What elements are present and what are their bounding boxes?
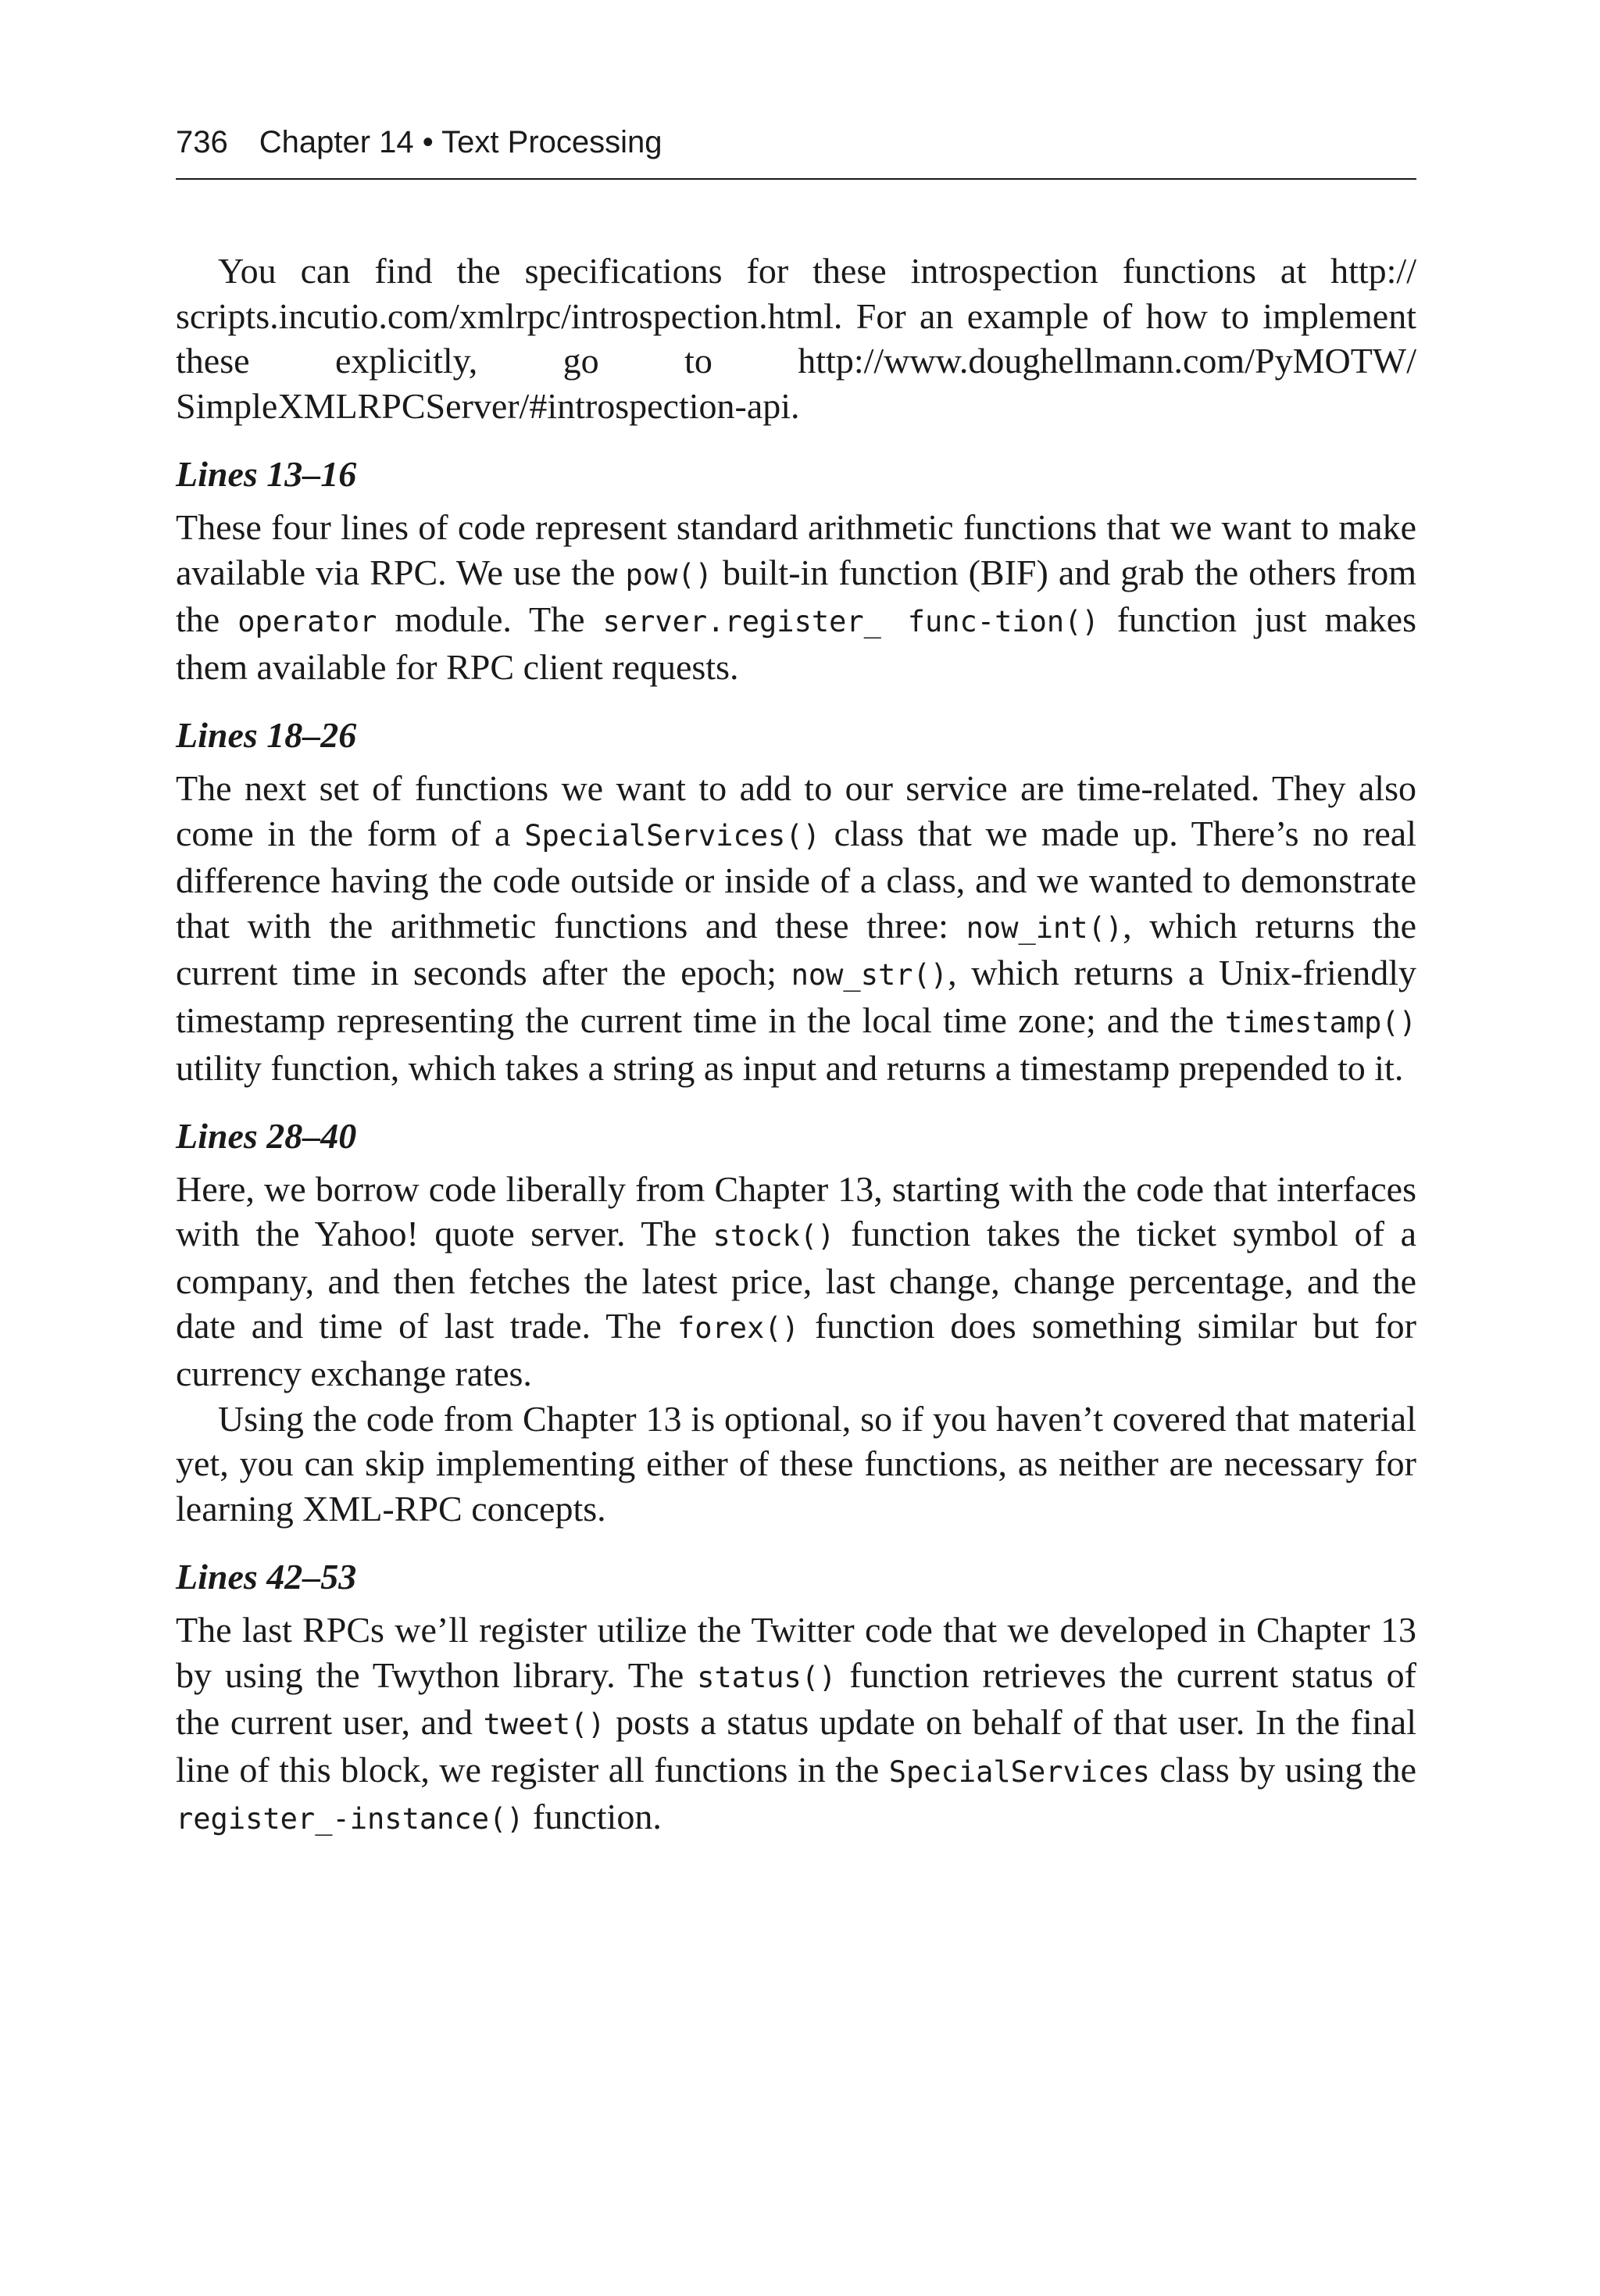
code-now-str: now_str() — [791, 958, 948, 992]
code-tweet: tweet() — [483, 1708, 605, 1742]
code-register-instance: register_-instance() — [176, 1802, 524, 1836]
text: class that we made up. There’s no real difference having the code outside or inside of a class, and we wanted to demonstrate that with the arithmetic functions and these three: — [176, 813, 1416, 946]
text: Using the code from Chapter 13 is optional, so if you haven’t covered that material yet, you can skip implementing either of these functions, as neither are necessary for learning XML-RPC concepts. — [176, 1398, 1416, 1529]
text: module. The — [377, 599, 603, 640]
code-special-services-class: SpecialServices — [888, 1754, 1150, 1789]
text: function does something similar but for currency exchange rates. — [176, 1306, 1416, 1394]
code-now-int: now_int() — [966, 910, 1123, 945]
section-heading-lines-13-16: Lines 13–16 — [176, 454, 357, 495]
text: The next set of functions we want to add to our service are time-related. They also come in the form of a — [176, 767, 1416, 853]
page-number: 736 — [176, 125, 228, 159]
text: Here, we borrow code liberally from Chapter 13, starting with the code that interfaces with the Yahoo! quote server. The — [176, 1168, 1416, 1254]
code-status: status() — [697, 1660, 837, 1694]
code-special-services: SpecialServices() — [524, 818, 820, 853]
text: These four lines of code represent standard arithmetic functions that we want to make available via RPC. We use the — [176, 506, 1416, 592]
section-heading-lines-18-26: Lines 18–26 — [176, 715, 357, 756]
header-rule — [176, 178, 1416, 180]
text: , which returns the current time in seconds after the epoch; — [176, 905, 1416, 993]
section-4-paragraph — [176, 1608, 1416, 1842]
code-pow: pow() — [625, 557, 712, 592]
text: The last RPCs we’ll register utilize the Twitter code that we developed in Chapter 13 by using the Twython library. The — [176, 1610, 1416, 1695]
section-3-paragraph-2 — [176, 1397, 1416, 1532]
text: , which returns a Unix-friendly timestamp representing the current time in the local time zone; and the — [176, 953, 1416, 1040]
section-2-paragraph — [176, 766, 1416, 1090]
text: utility function, which takes a string as input and returns a timestamp prepended to it. — [176, 1047, 1404, 1088]
section-3-paragraph-1 — [176, 1167, 1416, 1397]
text: function just makes them available for RPC client requests. — [176, 599, 1416, 687]
code-register-function: server.register_ func-tion() — [602, 605, 1099, 639]
section-heading-lines-42-53: Lines 42–53 — [176, 1557, 357, 1597]
text: class by using the — [1149, 1749, 1416, 1790]
code-operator: operator — [238, 605, 377, 639]
text: built-in function (BIF) and grab the others from the — [176, 552, 1416, 640]
page-body — [176, 249, 1416, 1842]
section-1-paragraph — [176, 505, 1416, 689]
running-title: Chapter 14 • Text Processing — [259, 125, 662, 159]
text: function retrieves the current status of the current user, and — [176, 1654, 1416, 1743]
code-timestamp: timestamp() — [1224, 1005, 1416, 1039]
text: function. — [523, 1797, 662, 1837]
code-forex: forex() — [677, 1311, 799, 1346]
code-stock: stock() — [712, 1219, 835, 1254]
running-header — [176, 123, 1416, 161]
section-heading-lines-28-40: Lines 28–40 — [176, 1116, 357, 1157]
text: function takes the ticket symbol of a company, and then fetches the latest price, last change, change percentage, and the date and time of last trade. The — [176, 1214, 1416, 1346]
intro-text: You can find the specifications for these introspection functions at http:// scripts.incutio.com/xmlrpc/introspection.html. For an example of how to implement these explicitly, go to http://www.doughellmann.com/PyMOTW/ SimpleXMLRPCServer/#introspection-api. — [176, 251, 1416, 426]
text: posts a status update on behalf of that user. In the final line of this block, we register all functions in the — [176, 1702, 1416, 1790]
intro-paragraph — [176, 249, 1416, 428]
